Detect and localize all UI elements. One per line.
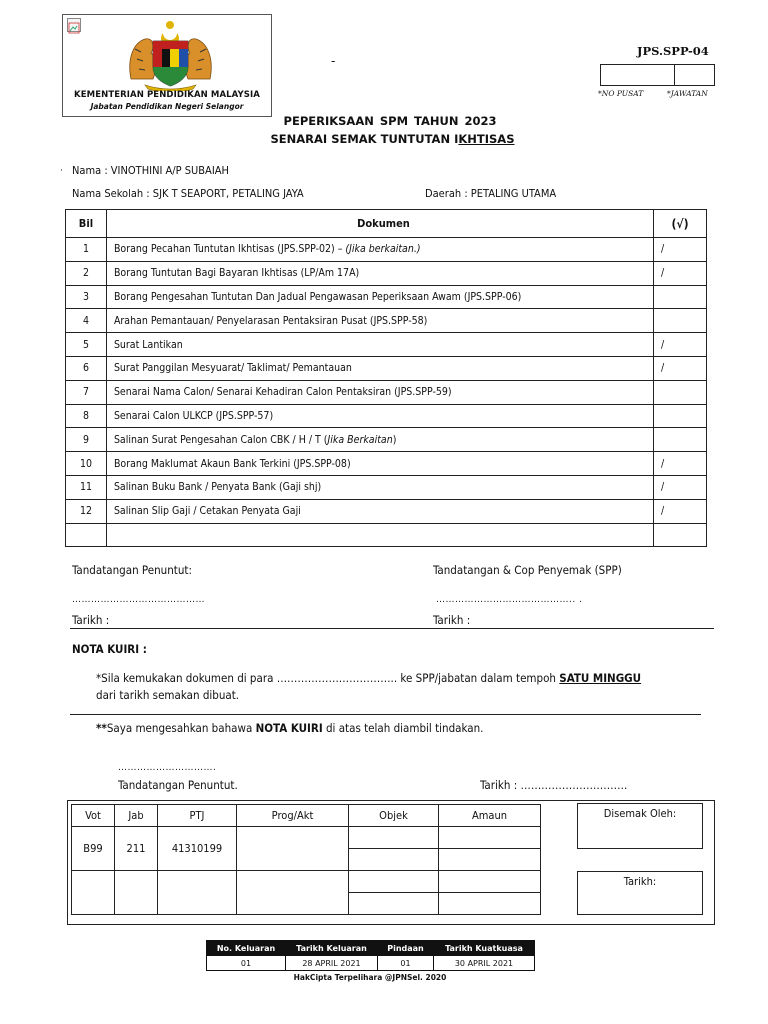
broken-image-icon — [67, 18, 81, 32]
col-dokumen-header: Dokumen — [106, 210, 653, 238]
checklist-row — [66, 380, 707, 404]
document-name — [106, 452, 653, 476]
confirmation-text-a: Saya mengesahkan bahawa — [106, 721, 256, 735]
vot-table — [71, 804, 541, 915]
vot-row — [72, 871, 541, 893]
document-name — [106, 523, 653, 547]
row-number: 12 — [66, 499, 107, 523]
checklist-row — [66, 428, 707, 452]
confirmation-bold: NOTA KUIRI — [255, 721, 323, 735]
ptj-value: 41310199 — [158, 827, 237, 871]
issue-date-header: Tarikh Keluaran — [286, 941, 378, 956]
document-name-note: Jika Berkaitan — [327, 433, 393, 446]
check-mark-cell[interactable] — [654, 380, 707, 404]
query-note-instruction-cont: dari tarikh semakan dibuat. — [96, 688, 240, 702]
effective-date-value: 30 APRIL 2021 — [434, 956, 535, 971]
candidate-name: Nama : VINOTHINI A/P SUBAIAH — [72, 164, 229, 177]
amaun-cell[interactable] — [439, 871, 541, 893]
vot-header-row — [72, 805, 541, 827]
check-date-label: Tarikh: — [623, 875, 657, 888]
document-name — [106, 333, 653, 357]
check-mark-cell[interactable]: / — [654, 452, 707, 476]
checklist-title-underlined: KHTISAS — [458, 132, 515, 146]
query-note-instruction — [96, 671, 641, 685]
coat-of-arms-icon — [123, 19, 218, 91]
amaun-cell[interactable] — [439, 893, 541, 915]
center-position-boxes — [600, 64, 715, 86]
ministry-name: KEMENTERIAN PENDIDIKAN MALAYSIA — [74, 90, 260, 100]
row-number: 8 — [66, 404, 107, 428]
objek-cell[interactable] — [349, 871, 439, 893]
col-bil-header: Bil — [66, 210, 107, 238]
checklist-row — [66, 309, 707, 333]
checklist-row — [66, 238, 707, 262]
query-note-instruction-text: *Sila kemukakan dokumen di para …………………………….. ke SPP/jabatan dalam tempoh — [96, 671, 560, 685]
document-name-text: Borang Tuntutan Bagi Bayaran Ikhtisas (LP/Am 17A) — [113, 267, 360, 280]
checklist-header-row — [66, 210, 707, 238]
claimant-signature-label: Tandatangan Penuntut: — [72, 563, 192, 577]
row-number: 2 — [66, 261, 107, 285]
issue-no-value: 01 — [207, 956, 286, 971]
jab-value: 211 — [115, 827, 158, 871]
document-name — [106, 238, 653, 262]
document-name-text: Surat Lantikan — [113, 338, 183, 351]
document-name-text: Arahan Pemantauan/ Penyelarasan Pentaksiran Pusat (JPS.SPP-58) — [113, 314, 428, 327]
checklist-row — [66, 356, 707, 380]
document-name-text: Salinan Surat Pengesahan Calon CBK / H / T ( — [113, 433, 328, 446]
query-note-title: NOTA KUIRI : — [72, 642, 147, 656]
jab-header: Jab — [115, 805, 158, 827]
check-mark-cell[interactable] — [654, 404, 707, 428]
confirmation-signature-label: Tandatangan Penuntut. — [118, 778, 238, 792]
checker-signature-line: …………………………………….. . — [436, 595, 583, 605]
effective-date-header: Tarikh Kuatkuasa — [434, 941, 535, 956]
amendment-value: 01 — [378, 956, 434, 971]
checker-signature-label: Tandatangan & Cop Penyemak (SPP) — [433, 563, 622, 577]
form-code: JPS.SPP-04 — [637, 44, 709, 58]
bullet-dot: · — [60, 166, 63, 176]
confirmation-date: Tarikh : …………………………. — [480, 778, 628, 792]
checklist-title — [0, 132, 768, 146]
claimant-date-label: Tarikh : — [72, 613, 110, 627]
row-number: 6 — [66, 356, 107, 380]
document-name-text: Salinan Buku Bank / Penyata Bank (Gaji shj) — [113, 481, 322, 494]
objek-cell[interactable] — [349, 893, 439, 915]
checker-date-label: Tarikh : — [433, 613, 471, 627]
revision-header-row — [207, 941, 535, 956]
check-mark-cell[interactable]: / — [654, 333, 707, 357]
checklist-row — [66, 499, 707, 523]
jawatan-box[interactable] — [675, 65, 714, 85]
vot-row — [72, 827, 541, 849]
document-name — [106, 404, 653, 428]
amaun-header: Amaun — [439, 805, 541, 827]
ptj-cell[interactable] — [158, 871, 237, 915]
document-name — [106, 380, 653, 404]
revision-table — [206, 940, 535, 971]
ptj-header: PTJ — [158, 805, 237, 827]
issue-date-value: 28 APRIL 2021 — [286, 956, 378, 971]
checklist-title-prefix: SENARAI SEMAK TUNTUTAN I — [270, 132, 459, 146]
department-name: Jabatan Pendidikan Negeri Selangor — [90, 102, 244, 111]
check-mark-cell[interactable]: / — [654, 475, 707, 499]
row-number: 4 — [66, 309, 107, 333]
checked-by-box[interactable] — [577, 803, 703, 849]
check-mark-cell[interactable] — [654, 428, 707, 452]
document-name-text: Senarai Calon ULKCP (JPS.SPP-57) — [113, 409, 274, 422]
amaun-cell[interactable] — [439, 849, 541, 871]
row-number: 3 — [66, 285, 107, 309]
document-name — [106, 356, 653, 380]
checklist-row — [66, 333, 707, 357]
document-name — [106, 475, 653, 499]
check-date-box[interactable] — [577, 871, 703, 915]
row-number: 9 — [66, 428, 107, 452]
row-number: 5 — [66, 333, 107, 357]
check-mark-cell[interactable] — [654, 523, 707, 547]
prog-akt-value[interactable] — [237, 827, 349, 871]
document-checklist-table — [65, 209, 707, 547]
row-number: 10 — [66, 452, 107, 476]
checklist-row — [66, 285, 707, 309]
amendment-header: Pindaan — [378, 941, 434, 956]
checklist-row — [66, 523, 707, 547]
checklist-row — [66, 475, 707, 499]
copyright-notice: HakCipta Terpelihara @JPNSel. 2020 — [293, 973, 447, 982]
vot-header: Vot — [72, 805, 115, 827]
row-number — [66, 523, 107, 547]
vot-value: B99 — [72, 827, 115, 871]
document-name — [106, 309, 653, 333]
vot-cell[interactable] — [72, 871, 115, 915]
revision-value-row — [207, 956, 535, 971]
exam-title: PEPERIKSAAN SPM TAHUN 2023 — [283, 114, 497, 128]
document-name-tail: ) — [392, 433, 397, 446]
checklist-row — [66, 404, 707, 428]
objek-cell[interactable] — [349, 827, 439, 849]
document-name-text: Borang Maklumat Akaun Bank Terkini (JPS.SPP-08) — [113, 457, 351, 470]
confirmation-asterisks: ** — [96, 721, 107, 735]
confirmation-signature-line: …………………………. — [118, 763, 217, 773]
document-name-text: Borang Pengesahan Tuntutan Dan Jadual Pengawasan Peperiksaan Awam (JPS.SPP-06) — [113, 290, 522, 303]
prog-akt-cell[interactable] — [237, 871, 349, 915]
col-check-header: (√) — [654, 210, 707, 238]
row-number: 11 — [66, 475, 107, 499]
row-number: 1 — [66, 238, 107, 262]
jawatan-label: *JAWATAN — [667, 89, 708, 98]
document-name — [106, 285, 653, 309]
letterhead-box — [62, 14, 272, 117]
checked-by-label: Disemak Oleh: — [603, 807, 677, 820]
claimant-signature-line: …………………………………… — [72, 595, 205, 605]
confirmation-statement — [96, 721, 483, 735]
no-pusat-label: *NO PUSAT — [598, 89, 644, 98]
document-name-text: Salinan Slip Gaji / Cetakan Penyata Gaji — [113, 505, 301, 518]
divider — [70, 714, 701, 715]
issue-no-header: No. Keluaran — [207, 941, 286, 956]
district-name: Daerah : PETALING UTAMA — [425, 187, 557, 200]
document-name-text: Borang Pecahan Tuntutan Ikhtisas (JPS.SPP-02) – — [113, 243, 346, 256]
jab-cell[interactable] — [115, 871, 158, 915]
deadline-emphasis: SATU MINGGU — [559, 671, 642, 685]
check-mark-cell[interactable]: / — [654, 356, 707, 380]
check-mark-cell[interactable]: / — [654, 261, 707, 285]
document-name-note: (Jika berkaitan.) — [345, 243, 421, 256]
row-number: 7 — [66, 380, 107, 404]
objek-cell[interactable] — [349, 849, 439, 871]
document-name — [106, 499, 653, 523]
check-mark-cell[interactable] — [654, 285, 707, 309]
checklist-row — [66, 261, 707, 285]
divider — [70, 628, 714, 629]
no-pusat-box[interactable] — [601, 65, 675, 85]
document-name-text: Surat Panggilan Mesyuarat/ Taklimat/ Pemantauan — [113, 362, 352, 375]
prog-akt-header: Prog/Akt — [237, 805, 349, 827]
dash-mark: - — [331, 54, 336, 68]
check-mark-cell[interactable] — [654, 309, 707, 333]
amaun-cell[interactable] — [439, 827, 541, 849]
check-mark-cell[interactable]: / — [654, 238, 707, 262]
confirmation-text-b: di atas telah diambil tindakan. — [322, 721, 484, 735]
school-name: Nama Sekolah : SJK T SEAPORT, PETALING JAYA — [72, 187, 304, 200]
document-name — [106, 261, 653, 285]
checklist-row — [66, 452, 707, 476]
check-mark-cell[interactable]: / — [654, 499, 707, 523]
document-name — [106, 428, 653, 452]
document-name-text: Senarai Nama Calon/ Senarai Kehadiran Calon Pentaksiran (JPS.SPP-59) — [113, 386, 452, 399]
objek-header: Objek — [349, 805, 439, 827]
